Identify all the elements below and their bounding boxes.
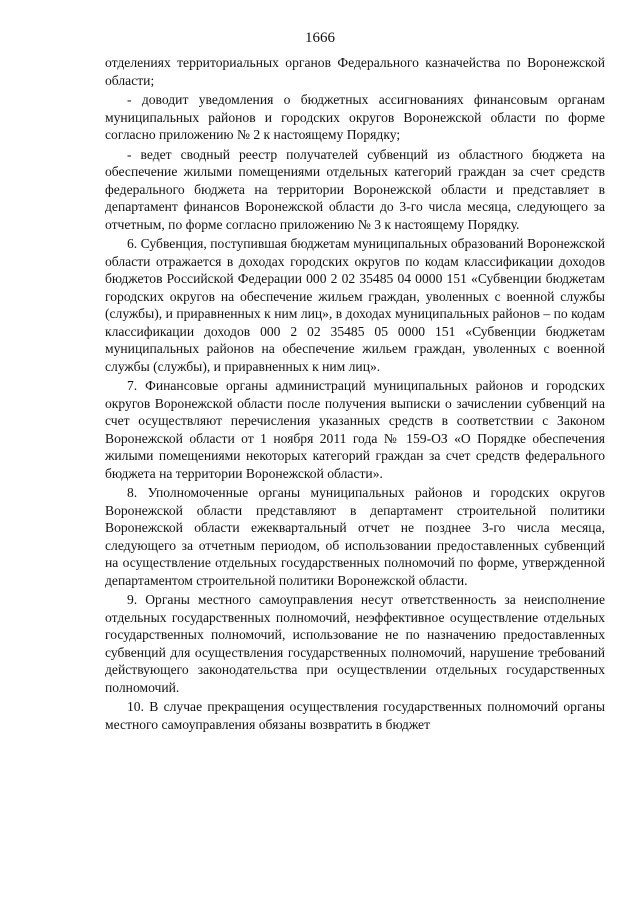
paragraph-6: 6. Субвенция, поступившая бюджетам муниципальных образований Воронежской области отражается в доходах городских округов по кодам классификации доходов бюджетов Российской Федерации 000 2 02 35485 04 0000 151 «Субвенции бюджетам городских округов на обеспечение жильем граждан, уволенных с военной службы (службы), и приравненных к ним лиц», в доходах муниципальных районов – по кодам классификации доходов 000 2 02 35485 05 0000 151 «Субвенции бюджетам муниципальных районов на обеспечение жильем граждан, уволенных с военной службы (службы), и приравненных к ним лиц». [105, 236, 605, 374]
paragraph-8: 8. Уполномоченные органы муниципальных районов и городских округов Воронежской области представляют в департамент строительной политики Воронежской области ежеквартальный отчет не позднее 3-го числа месяца, следующего за отчетным периодом, об использовании предоставленных субвенций на осуществление отдельных государственных полномочий по форме, утвержденной департаментом строительной политики Воронежской области. [105, 485, 605, 588]
paragraph-continuation: отделениях территориальных органов Федерального казначейства по Воронежской области; [105, 55, 605, 88]
paragraph-9: 9. Органы местного самоуправления несут ответственность за неисполнение отдельных государственных полномочий, неэффективное осуществление отдельных государственных полномочий, использование не по назначению предоставленных субвенций для осуществления государственных полномочий, нарушение требований действующего законодательства при осуществлении отдельных государственных полномочий. [105, 592, 605, 695]
paragraph-notification-item: - доводит уведомления о бюджетных ассигнованиях финансовым органам муниципальных районов и городских округов Воронежской области по форме согласно приложению № 2 к настоящему Порядку; [105, 92, 605, 142]
page-number: 1666 [305, 30, 335, 46]
paragraph-registry-item: - ведет сводный реестр получателей субвенций из областного бюджета на обеспечение жилыми помещениями отдельных категорий граждан за счет средств федерального бюджета на территории Воронежской области и представляет в департамент финансов Воронежской области до 3-го числа месяца, следующего за отчетным, по форме согласно приложению № 3 к настоящему Порядку. [105, 146, 605, 232]
paragraph-10: 10. В случае прекращения осуществления государственных полномочий органы местного самоуправления обязаны возвратить в бюджет [105, 699, 605, 732]
document-body [105, 54, 605, 733]
paragraph-7: 7. Финансовые органы администраций муниципальных районов и городских округов Воронежской области после получения выписки о зачислении субвенций на счет осуществляют перечисления указанных средств в соответствии с Законом Воронежской области от 1 ноября 2011 года № 159-ОЗ «О Порядке обеспечения жилыми помещениями некоторых категорий граждан за счет средств федерального бюджета на территории Воронежской области». [105, 378, 605, 481]
